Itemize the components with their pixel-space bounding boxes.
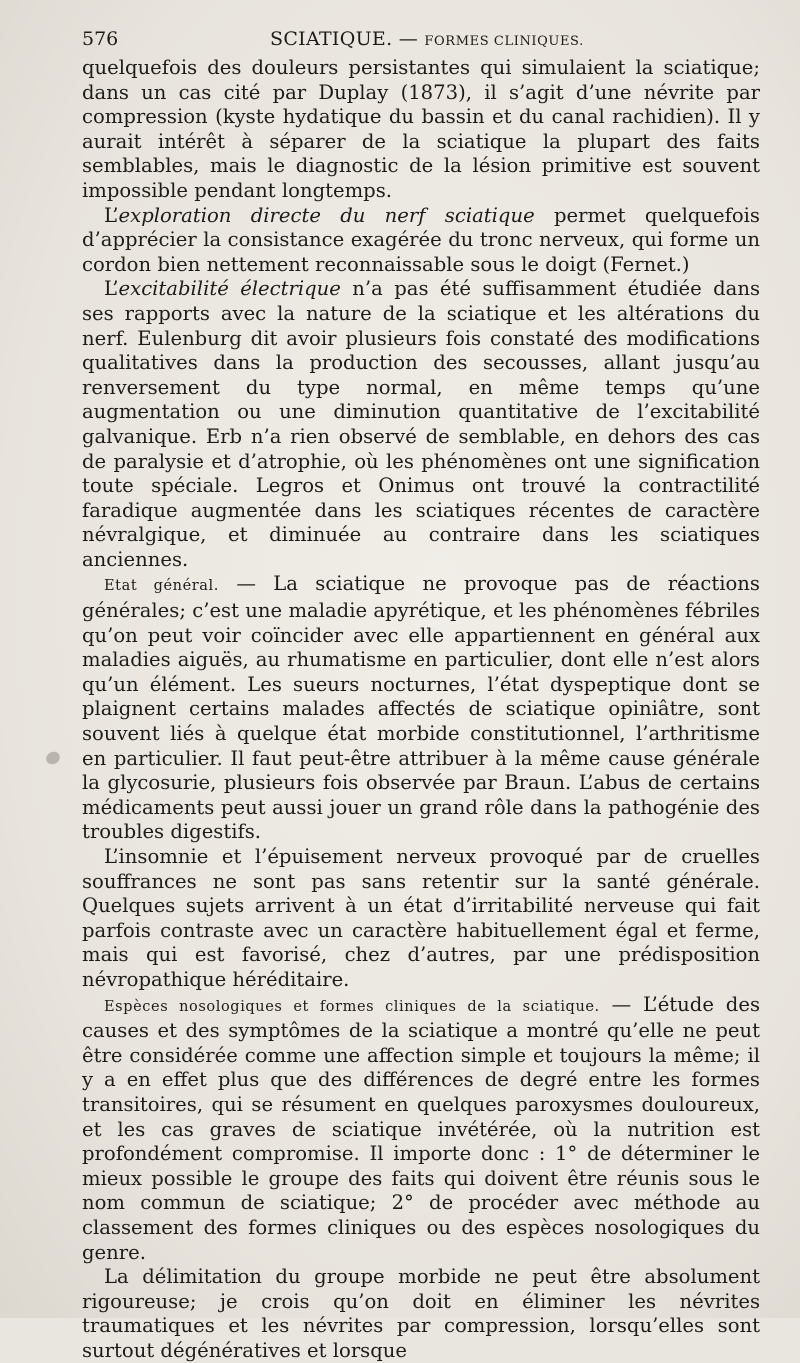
paragraph-4-text: — La sciatique ne provoque pas de réactions générales; c’est une maladie apyrétique, et les phénomènes fébriles qu’on peut voir coïncider avec elle appartiennent en général aux maladies aiguës, au rhumatisme en particulier, dont elle n’est alors qu’un élément. Les sueurs nocturnes, l’état dyspeptique dont se plaignent certains malades affectés de sciatique opiniâtre, sont souvent liés à quelque état morbide constitutionnel, l’arthritisme en particulier. Il faut peut-être attribuer à la même cause générale la glycosurie, plusieurs fois observée par Braun. L’abus de certains médicaments peut aussi jouer un grand rôle dans la pathogénie des troubles digestifs. — [82, 572, 760, 844]
paragraph-7: La délimitation du groupe morbide ne peut être absolument rigoureuse; je crois qu’on doit en éliminer les névrites traumatiques et les névrites par compression, lorsqu’elles sont surtout dégénératives et lorsque — [82, 1265, 760, 1362]
paragraph-3-text: n’a pas été suffisamment étudiée dans ses rapports avec la nature de la sciatique et les altérations du nerf. Eulenburg dit avoir plusieurs fois constaté des modifications qualitatives dans la production des secousses, allant jusqu’au renversement du type normal, en même temps qu’une augmentation ou une diminution quantitative de l’excitabilité galvanique. Erb n’a rien observé de semblable, en dehors des cas de paralysie et d’atrophie, où les phénomènes ont une signification toute spéciale. Legros et Onimus ont trouvé la contractilité faradique augmentée dans les sciatiques récentes de caractère névralgique, et diminuée au contraire dans les sciatiques anciennes. — [82, 277, 761, 571]
paragraph-3 — [82, 277, 760, 572]
page-number: 576 — [82, 28, 119, 50]
running-head-subtitle: FORMES CLINIQUES. — [424, 34, 584, 49]
paragraph-2-emphasis: exploration directe du nerf sciatique — [118, 203, 535, 227]
paragraph-2-lead: L’ — [104, 203, 119, 227]
margin-ink-blot — [44, 749, 62, 766]
paragraph-6-text: — L’étude des causes et des symptômes de la sciatique a montré qu’elle ne peut être considérée comme une affection simple et toujours la même; il y a en effet plus que des différences de degré entre les formes transitoires, qui se résument en quelques paroxysmes douloureux, et les cas graves de sciatique invétérée, où la nutrition est profondément compromise. Il importe donc : 1° de déterminer le mieux possible le groupe des faits qui doivent être réunis sous le nom commun de sciatique; 2° de procéder avec méthode au classement des formes cliniques ou des espèces nosologiques du genre. — [82, 992, 760, 1264]
paragraph-5: L’insomnie et l’épuisement nerveux provoqué par de cruelles souffrances ne sont pas sans retentir sur la santé générale. Quelques sujets arrivent à un état d’irritabilité nerveuse qui fait parfois contraste avec un caractère habituellement égal et ferme, mais qui est favorisé, chez d’autres, par une prédisposition névropathique héréditaire. — [82, 845, 760, 991]
paragraph-3-lead: L’ — [104, 277, 119, 301]
running-head-separator: — — [398, 28, 419, 50]
running-head-title: SCIATIQUE. — [270, 28, 393, 50]
section-heading-especes: Espèces nosologiques et formes cliniques de la sciatique. — [104, 998, 600, 1015]
running-head — [270, 28, 584, 50]
paragraph-2 — [82, 204, 760, 278]
page-body — [82, 56, 760, 1363]
paragraph-1: quelquefois des douleurs persistantes qui simulaient la sciatique; dans un cas cité par Duplay (1873), il s’agit d’une névrite par compression (kyste hydatique du bassin et du canal rachidien). Il y aurait intérêt à séparer de la sciatique la plupart des faits semblables, mais le diagnostic de la lésion primitive est souvent impossible pendant longtemps. — [82, 56, 760, 202]
paragraph-6 — [82, 993, 760, 1266]
paragraph-4 — [82, 572, 760, 845]
paragraph-3-emphasis: excitabilité électrique — [118, 277, 341, 301]
section-heading-etat-general: Etat général. — [104, 578, 219, 595]
page-header — [82, 22, 760, 56]
paragraph-2-text: permet quelquefois d’apprécier la consistance exagérée du tronc nerveux, qui forme un cordon bien nettement reconnaissable sous le doigt (Fernet.) — [82, 203, 760, 276]
